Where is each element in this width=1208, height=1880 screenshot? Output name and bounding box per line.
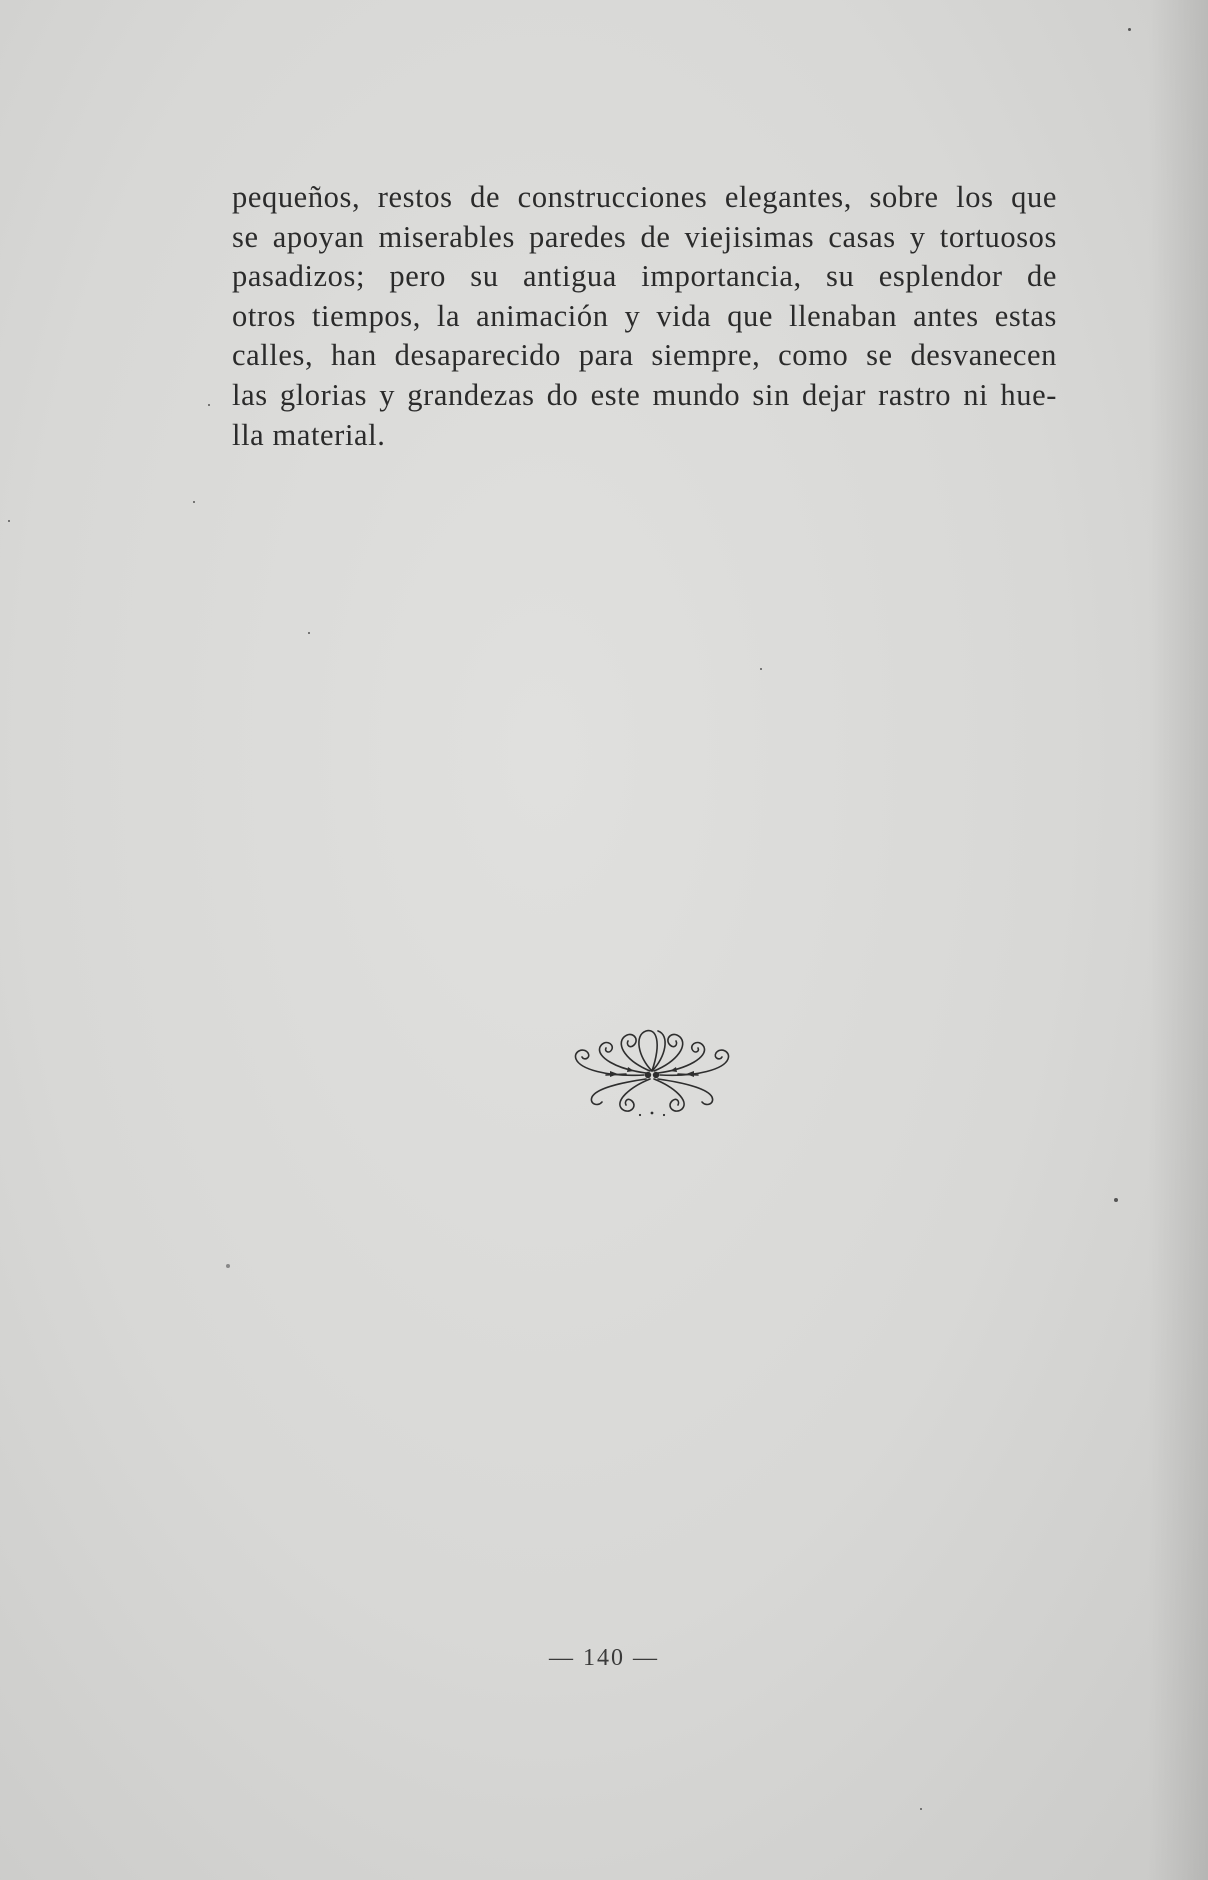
text-line: las glorias y grandezas do este mundo sin dejar rastro ni hue- xyxy=(232,377,1057,412)
text-line: otros tiempos, la animación y vida que llenaban antes estas xyxy=(232,298,1057,333)
paper-speck xyxy=(308,632,310,634)
paper-speck xyxy=(1128,28,1131,31)
page-number: — 140 — xyxy=(549,1645,659,1671)
text-line: lla material. xyxy=(232,417,386,452)
paper-speck xyxy=(208,404,210,406)
text-line: pasadizos; pero su antigua importancia, su esplendor de xyxy=(232,259,1057,294)
paper-speck xyxy=(193,501,195,503)
body-paragraph xyxy=(232,178,1057,455)
text-line: pequeños, restos de construcciones elegantes, sobre los que xyxy=(232,180,1057,214)
text-line: se apoyan miserables paredes de viejisimas casas y tortuosos xyxy=(232,219,1057,254)
floral-ornament-icon xyxy=(566,1027,738,1117)
paper-speck xyxy=(1114,1198,1118,1202)
paper-speck xyxy=(920,1808,922,1810)
paper-speck xyxy=(226,1264,230,1268)
text-line: calles, han desaparecido para siempre, como se desvanecen xyxy=(232,338,1057,373)
paper-speck xyxy=(760,668,762,670)
paper-speck xyxy=(8,520,10,522)
